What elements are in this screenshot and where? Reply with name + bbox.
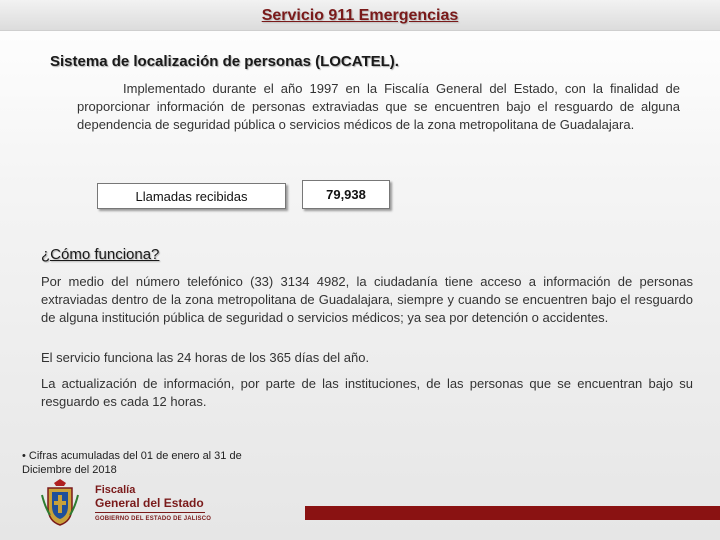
calls-label-box [97,183,286,209]
logo-line-general: General del Estado [95,496,204,510]
calls-value: 79,938 [326,187,366,202]
calls-value-box [302,180,390,209]
intro-paragraph: Implementado durante el año 1997 en la Fiscalía General del Estado, con la finalidad de proporcionar información de personas extraviadas que se encuentren bajo el resguardo de alguna dependencia de seguridad pública o servicios médicos de la zona metropolitana de Guadalajara. [77,81,680,132]
logo-text [95,484,211,523]
section-heading: Sistema de localización de personas (LOCATEL). [50,53,399,70]
how-paragraph-2: El servicio funciona las 24 horas de los 365 días del año. [41,350,370,365]
page-title: Servicio 911 Emergencias [261,7,459,24]
footer-red-band [305,506,720,520]
how-paragraph-1: Por medio del número telefónico (33) 3134 4982, la ciudadanía tiene acceso a información de personas extraviadas dentro de la zona metropolitana de Guadalajara, siempre y cuando se encuentren bajo el resguardo de alguna institución pública de seguridad o servicios médicos; ya sea por detención o accidentes. [41,274,693,325]
logo-line-fiscalia: Fiscalía [95,484,136,496]
footnote: • Cifras acumuladas del 01 de enero al 31 de Diciembre del 2018 [22,450,242,476]
coat-of-arms-icon [40,477,80,527]
logo-line-gobierno: GOBIERNO DEL ESTADO DE JALISCO [95,516,212,522]
how-heading: ¿Cómo funciona? [41,246,160,263]
how-paragraph-3: La actualización de información, por parte de las instituciones, de las personas que se encuentran bajo su resguardo es cada 12 horas. [41,376,693,409]
logo-divider [95,512,205,513]
calls-label: Llamadas recibidas [135,188,248,204]
